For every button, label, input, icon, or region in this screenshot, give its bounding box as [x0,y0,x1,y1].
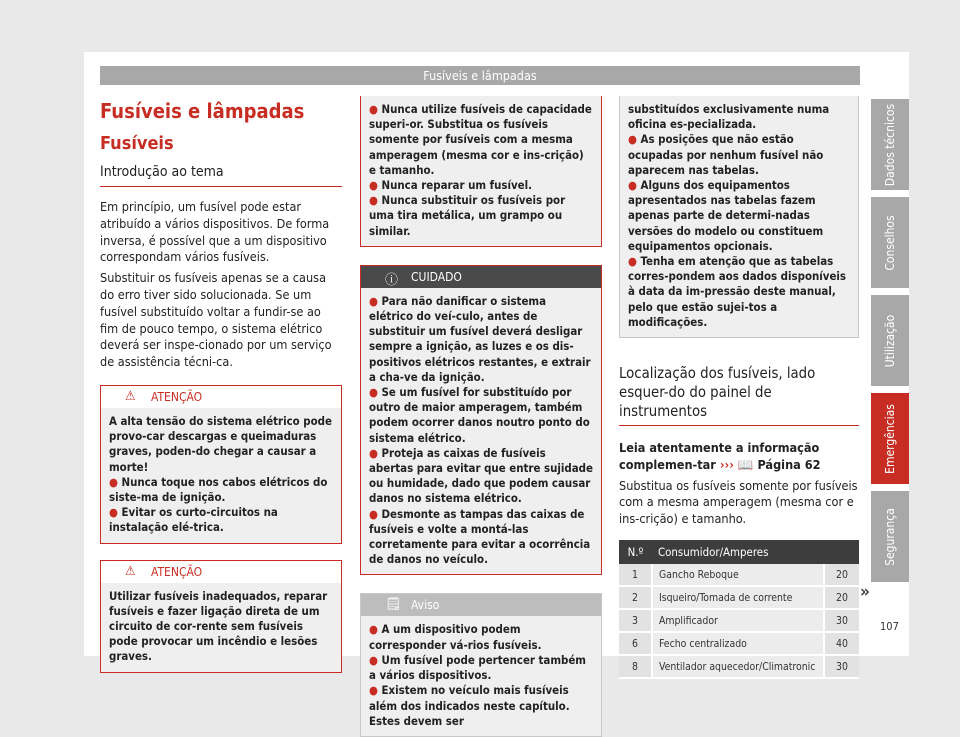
list-item: ● Se um fusível for substituído por outro de maior amperagem, também podem ocorrer danos noutro ponto do sistema elétrico. [369,385,590,445]
note-label: Aviso [411,598,440,613]
paragraph: Substituir os fusíveis apenas se a causa do erro tiver sido solucionada. Se um fusível substituído voltar a fundir-se ao fim de pouco tempo, o sistema elétrico deverá ser inspe-cionado por um serviço de assistência técni-ca. [100,270,332,370]
warning-body: Utilizar fusíveis inadequados, reparar fusíveis e fazer ligação direta de um circuito de cor-rente sem fusíveis pode provocar um incêndio e lesões graves. [101,583,341,672]
caution-header [361,266,601,288]
list-item: ● Um fusível pode pertencer também a vários dispositivos. [369,652,586,683]
lead-text: Leia atentamente a informação complemen-tar ››› 📖 Página 62 [619,440,821,472]
fuse-amperes: 40 [824,632,859,655]
column-header: N.º [619,540,652,564]
warning-box [100,385,342,544]
warning-box [100,560,342,673]
page-number: 107 [880,620,899,633]
bullet-icon: ● [369,652,382,667]
fuse-consumer: Amplificador [652,609,824,632]
list-item: ● Tenha em atenção que as tabelas corres-pondem aos dados disponíveis à data da im-pressão deste manual, pelo que estão sujei-tos a modificações. [628,254,847,329]
column-left [100,96,342,673]
list-item: ● Nunca toque nos cabos elétricos do siste-ma de ignição. [109,474,328,504]
bullet-icon: ● [369,385,382,400]
fuse-consumer: Fecho centralizado [652,632,824,655]
warning-triangle-icon: ⚠ [125,388,136,404]
list-item: ● As posições que não estão ocupadas por nenhum fusível não aparecem nas tabelas. [628,132,824,177]
fuse-consumer: Ventilador aquecedor/Climatronic [652,655,824,678]
caution-label: CUIDADO [411,269,462,284]
fuse-consumer: Isqueiro/Tomada de corrente [652,586,824,609]
list-item: ● Alguns dos equipamentos apresentados nas tabelas fazem apenas parte de determi-nadas versões do modelo ou constituem equipamentos opcionais. [628,178,824,253]
table-row [619,655,859,678]
paragraph: Substitua os fusíveis somente por fusíveis com a mesma amperagem (mesma cor e ins-crição) e tamanho. [619,477,858,527]
list-item: ● Nunca utilize fusíveis de capacidade superi-or. Substitua os fusíveis somente por fusíveis com a mesma amperagem (mesma cor e ins-crição) e tamanho. [369,102,592,177]
subsection-title: Localização dos fusíveis, lado esquer-do do painel de instrumentos [619,364,859,426]
info-circle-icon: ⓘ [385,272,399,288]
warning-lead: A alta tensão do sistema elétrico pode provo-car descargas e queimaduras graves, poden-do chegar a causar a morte! [109,413,332,474]
table-row [619,632,859,655]
table-header-row [619,540,859,564]
list-item: ● Desmonte as tampas das caixas de fusíveis e volte a montá-las corretamente para evitar a ocorrência de danos no veículo. [369,506,591,567]
fuse-amperes: 30 [824,609,859,632]
note-body [361,616,601,735]
reference-arrows: ››› [719,456,734,472]
warning-body [101,408,341,543]
warning-triangle-icon: ⚠ [125,563,136,579]
section-title: Fusíveis [100,133,174,154]
list-item: ● Nunca reparar um fusível. [369,178,533,193]
intro-heading: Introdução ao tema [100,163,342,187]
fuse-amperes: 30 [824,655,859,678]
list-item: ● Evitar os curto-circuitos na instalação elé-trica. [109,505,278,535]
note-continued-box [619,96,859,338]
fuse-amperes: 20 [824,564,859,586]
table-row [619,609,859,632]
fuse-amperes: 20 [824,586,859,609]
tab-emergencias[interactable]: Emergências [871,393,909,484]
bullet-icon: ● [369,506,382,521]
warning-header [101,561,341,583]
bullet-icon: ● [628,178,641,193]
note-box [360,593,602,736]
bullet-icon: ● [628,132,641,147]
bullet-icon: ● [369,622,382,637]
tab-seguranca[interactable]: Segurança [871,491,909,582]
warning-header [101,386,341,408]
continued-marker-icon: » [860,582,870,602]
fuse-table [619,540,859,679]
note-header [361,594,601,616]
tab-dados-tecnicos[interactable]: Dados técnicos [871,99,909,190]
bullet-icon: ● [369,193,382,208]
warning-label: ATENÇÃO [151,564,203,579]
fuse-number: 8 [619,655,652,678]
column-middle [360,96,602,737]
column-header [824,540,859,564]
page-reference-link[interactable]: Página 62 [757,456,821,472]
table-row [619,564,859,586]
table-row [619,586,859,609]
bullet-icon: ● [109,505,122,520]
chapter-title: Fusíveis e lâmpadas [100,99,305,123]
note-continued-body [620,96,858,337]
bullet-icon: ● [369,293,382,308]
fuse-number: 3 [619,609,652,632]
tab-conselhos[interactable]: Conselhos [871,197,909,288]
bullet-icon: ● [369,683,382,698]
caution-body [361,288,601,575]
running-header: Fusíveis e lâmpadas [100,66,860,85]
list-item: ● Proteja as caixas de fusíveis abertas para evitar que entre sujidade ou humidade, dado que podem causar danos no sistema elétrico. [369,445,593,506]
bullet-icon: ● [628,254,641,269]
list-item: ● Existem no veículo mais fusíveis além dos indicados neste capítulo. Estes devem ser [369,683,570,728]
note-continued-text: substituídos exclusivamente numa oficina es-pecializada. [628,102,830,132]
book-icon: 📖 [737,456,754,472]
bullet-icon: ● [369,178,382,193]
caution-box [360,265,602,576]
column-right [619,96,859,679]
note-icon: 🗒 [385,597,402,613]
paragraph: Em princípio, um fusível pode estar atribuído a vários dispositivos. De forma inversa, é possível que a um dispositivo correspondam vários fusíveis. [100,199,330,265]
bullet-icon: ● [369,102,382,116]
bullet-icon: ● [109,474,122,489]
tab-utilizacao[interactable]: Utilização [871,295,909,386]
warning-continued-body [360,96,602,247]
fuse-number: 1 [619,564,652,586]
fuse-number: 2 [619,586,652,609]
list-item: ● Nunca substituir os fusíveis por uma tira metálica, um grampo ou similar. [369,193,566,238]
list-item: ● A um dispositivo podem corresponder vá-rios fusíveis. [369,622,542,652]
column-header: Consumidor/Amperes [652,540,824,564]
warning-label: ATENÇÃO [151,389,203,404]
fuse-number: 6 [619,632,652,655]
list-item: ● Para não danificar o sistema elétrico do veí-culo, antes de substituir um fusível deverá desligar sempre a ignição, as luzes e os dis-positivos elétricos restantes, e extrair a cha-ve da ignição. [369,293,591,384]
fuse-consumer: Gancho Reboque [652,564,824,586]
bullet-icon: ● [369,445,382,460]
